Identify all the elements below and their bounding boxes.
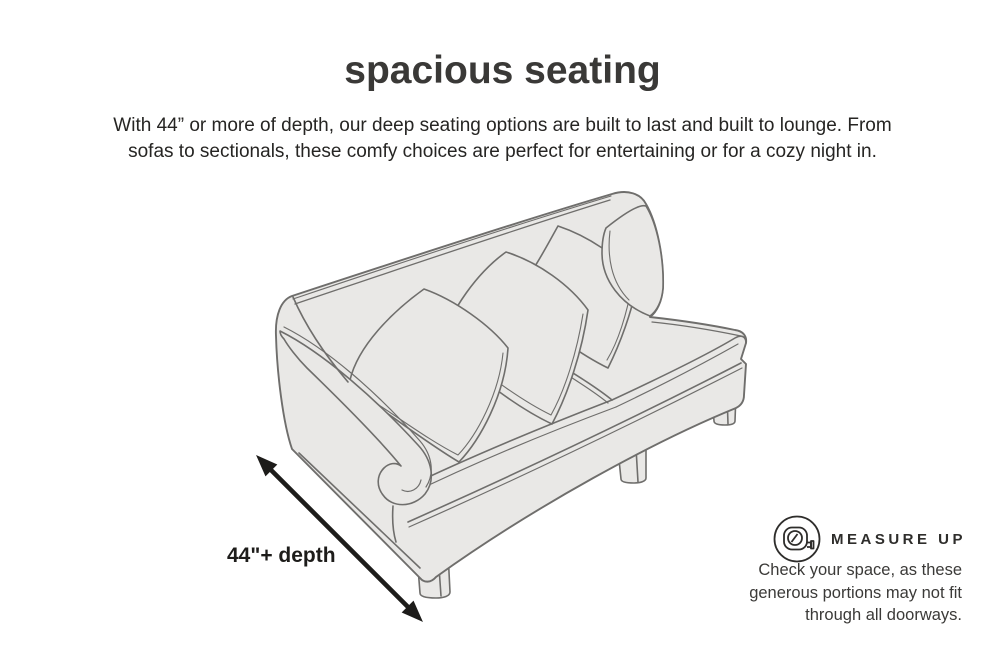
sofa-line-drawing (225, 175, 785, 671)
page-title: spacious seating (344, 49, 661, 92)
measure-up-note-line-3: through all doorways. (805, 606, 962, 624)
intro-paragraph (0, 113, 1005, 165)
tape-measure-icon (771, 513, 823, 565)
depth-measurement-label: 44"+ depth (227, 544, 336, 567)
measure-up-heading: MEASURE UP (831, 531, 967, 548)
measure-up-note-line-1: Check your space, as these (758, 561, 962, 579)
measure-up-note (722, 559, 962, 627)
intro-line-1: With 44” or more of depth, our deep seating options are built to last and built to lounge. From (113, 115, 892, 136)
measure-up-note-line-2: generous portions may not fit (749, 583, 962, 602)
intro-line-2: sofas to sectionals, these comfy choices are perfect for entertaining or for a cozy night in. (128, 141, 877, 162)
